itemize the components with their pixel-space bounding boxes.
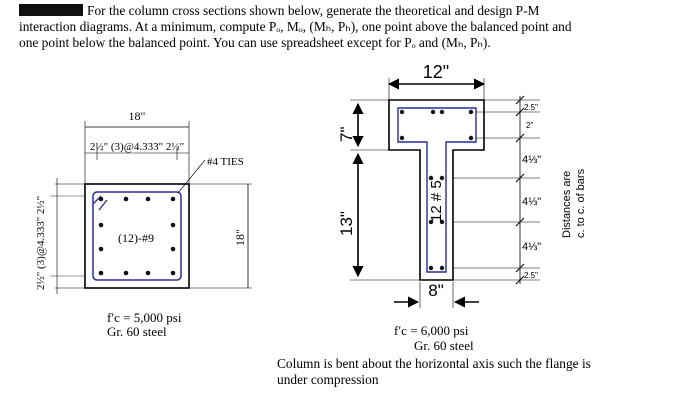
web-depth-label: 13" [337, 211, 356, 236]
left-bars-label: (12)-#9 [118, 231, 154, 245]
t-bars-label: 12 # 5 [428, 180, 445, 222]
flange-width-label: 12" [422, 62, 450, 82]
left-side-spacing-label: 2½" (3)@4.333" 2½" [35, 195, 47, 290]
right-fc-label: f′c = 6,000 psi [394, 323, 469, 338]
problem-line-2: interaction diagrams. At a minimum, compute Pₒ, Mₒ, (Mₕ, Pₕ), one point above the balanced point and [19, 19, 572, 34]
left-height-label: 18" [233, 229, 247, 246]
dim-3-label: 4⅓" [522, 154, 542, 166]
dim-2-label: 2" [526, 121, 534, 130]
dim-6-label: 2.5" [524, 271, 538, 280]
left-steel-label: Gr. 60 steel [107, 324, 167, 339]
dim-1-label: 2.5" [524, 103, 538, 112]
ties-label: #4 TIES [207, 156, 244, 168]
left-width-label: 18" [128, 109, 146, 123]
dim-4-label: 4⅓" [522, 196, 542, 208]
bending-note-line-2: under compression [277, 372, 379, 387]
flange-depth-label: 7" [337, 126, 356, 142]
left-top-spacing-label: 2½" (3)@4.333" 2½" [89, 141, 185, 153]
side-note-2: c. to c. of bars [575, 168, 587, 238]
problem-line-3: one point below the balanced point. You can use spreadsheet except for Pₒ and (Mₕ, Pₕ). [19, 35, 491, 50]
dim-5-label: 4⅓" [522, 241, 542, 253]
side-note-1: Distances are [561, 170, 573, 238]
left-fc-label: f′c = 5,000 psi [107, 310, 182, 325]
web-width-label: 8" [428, 281, 444, 300]
t-column-section [337, 62, 587, 353]
square-column-section [35, 109, 252, 339]
problem-line-1: For the column cross sections shown below, generate the theoretical and design P-M [87, 3, 540, 18]
right-steel-label: Gr. 60 steel [414, 338, 474, 353]
bending-note-line-1: Column is bent about the horizontal axis such the flange is [277, 356, 591, 371]
